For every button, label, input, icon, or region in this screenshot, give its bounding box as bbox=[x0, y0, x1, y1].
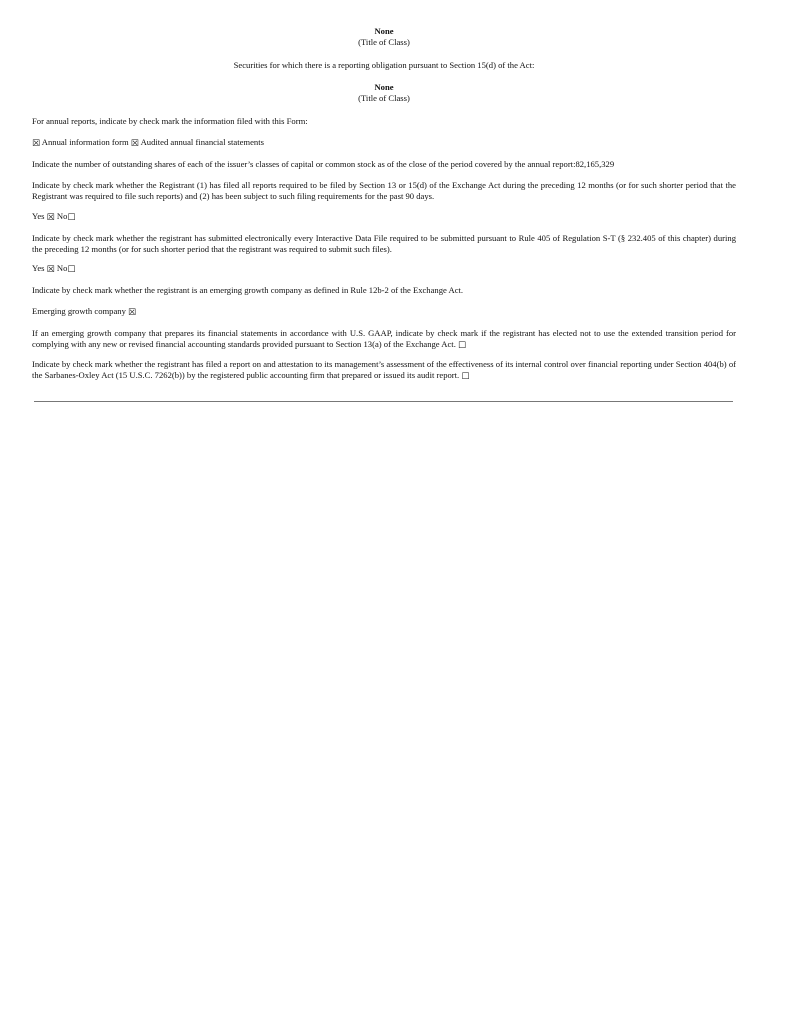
annual-info-label: Annual information form bbox=[41, 137, 129, 148]
yes-label: Yes bbox=[32, 210, 45, 221]
no-checkbox[interactable]: ☐ bbox=[67, 264, 76, 275]
annual-reports-prompt: For annual reports, indicate by check mark the information filed with this Form: bbox=[32, 115, 308, 126]
no-label: No bbox=[56, 262, 68, 273]
no-label: No bbox=[56, 210, 68, 221]
title-of-class-block-1 bbox=[32, 26, 736, 48]
yes-checkbox[interactable]: ☒ bbox=[46, 264, 55, 275]
securities-15d-line: Securities for which there is a reporting obligation pursuant to Section 15(d) of the Act: bbox=[233, 60, 535, 71]
egc-question: Indicate by check mark whether the registrant is an emerging growth company as defined in Rule 12b-2 of the Exchange Act. bbox=[32, 284, 464, 295]
cover-content bbox=[32, 26, 736, 382]
annual-info-checkbox[interactable]: ☒ bbox=[32, 139, 41, 150]
class-caption: (Title of Class) bbox=[358, 37, 410, 48]
class-value: None bbox=[374, 81, 394, 92]
interactive-data-question: Indicate by check mark whether the registrant has submitted electronically every Interactive Data File required to be submitted pursuant to Rule 405 of Regulation S-T (§ 232.405 of this chapter) during the preceding 12 months (or for such shorter period that the registrant was required to submit such files). bbox=[32, 232, 736, 254]
no-checkbox[interactable]: ☐ bbox=[67, 212, 76, 223]
class-caption: (Title of Class) bbox=[358, 92, 410, 103]
filed-reports-question: Indicate by check mark whether the Registrant (1) has filed all reports required to be filed by Section 13 or 15(d) of the Exchange Act during the preceding 12 months (or for such shorter period that the Registrant was required to file such reports) and (2) has been subject to such filing requirements for the past 90 days. bbox=[32, 180, 736, 202]
yes-label: Yes bbox=[32, 262, 45, 273]
outstanding-shares-line: Indicate the number of outstanding shares of each of the issuer’s classes of capital or common stock as of the close of the period covered by the annual report:82,165,329 bbox=[32, 159, 615, 170]
transition-period-text: If an emerging growth company that prepares its financial statements in accordance with U.S. GAAP, indicate by check mark if the registrant has elected not to use the extended transition period for complying with any new or revised financial accounting standards provided pursuant to Section 13(a) of the Exchange Act. bbox=[32, 328, 736, 350]
attestation-checkbox[interactable]: ☐ bbox=[461, 372, 470, 383]
form-options-line bbox=[32, 137, 736, 149]
egc-answer bbox=[32, 306, 736, 318]
transition-period-checkbox[interactable]: ☐ bbox=[458, 341, 467, 352]
bottom-divider bbox=[34, 401, 733, 402]
egc-label: Emerging growth company bbox=[32, 306, 126, 317]
title-of-class-block-2 bbox=[32, 82, 736, 104]
transition-period-question bbox=[32, 328, 736, 351]
egc-checkbox[interactable]: ☒ bbox=[128, 308, 137, 319]
audited-statements-checkbox[interactable]: ☒ bbox=[130, 139, 139, 150]
attestation-text: Indicate by check mark whether the registrant has filed a report on and attestation to its management’s assessment of the effectiveness of its internal control over financial reporting under Section 404(b) of the Sarbanes-Oxley Act (15 U.S.C. 7262(b)) by the registered public accounting firm that prepared or issued its audit report. bbox=[32, 359, 736, 381]
audited-statements-label: Audited annual financial statements bbox=[140, 137, 264, 148]
interactive-data-answer bbox=[32, 263, 736, 275]
yes-checkbox[interactable]: ☒ bbox=[46, 212, 55, 223]
attestation-question bbox=[32, 359, 736, 382]
filed-reports-answer bbox=[32, 211, 736, 223]
class-value: None bbox=[374, 26, 394, 36]
